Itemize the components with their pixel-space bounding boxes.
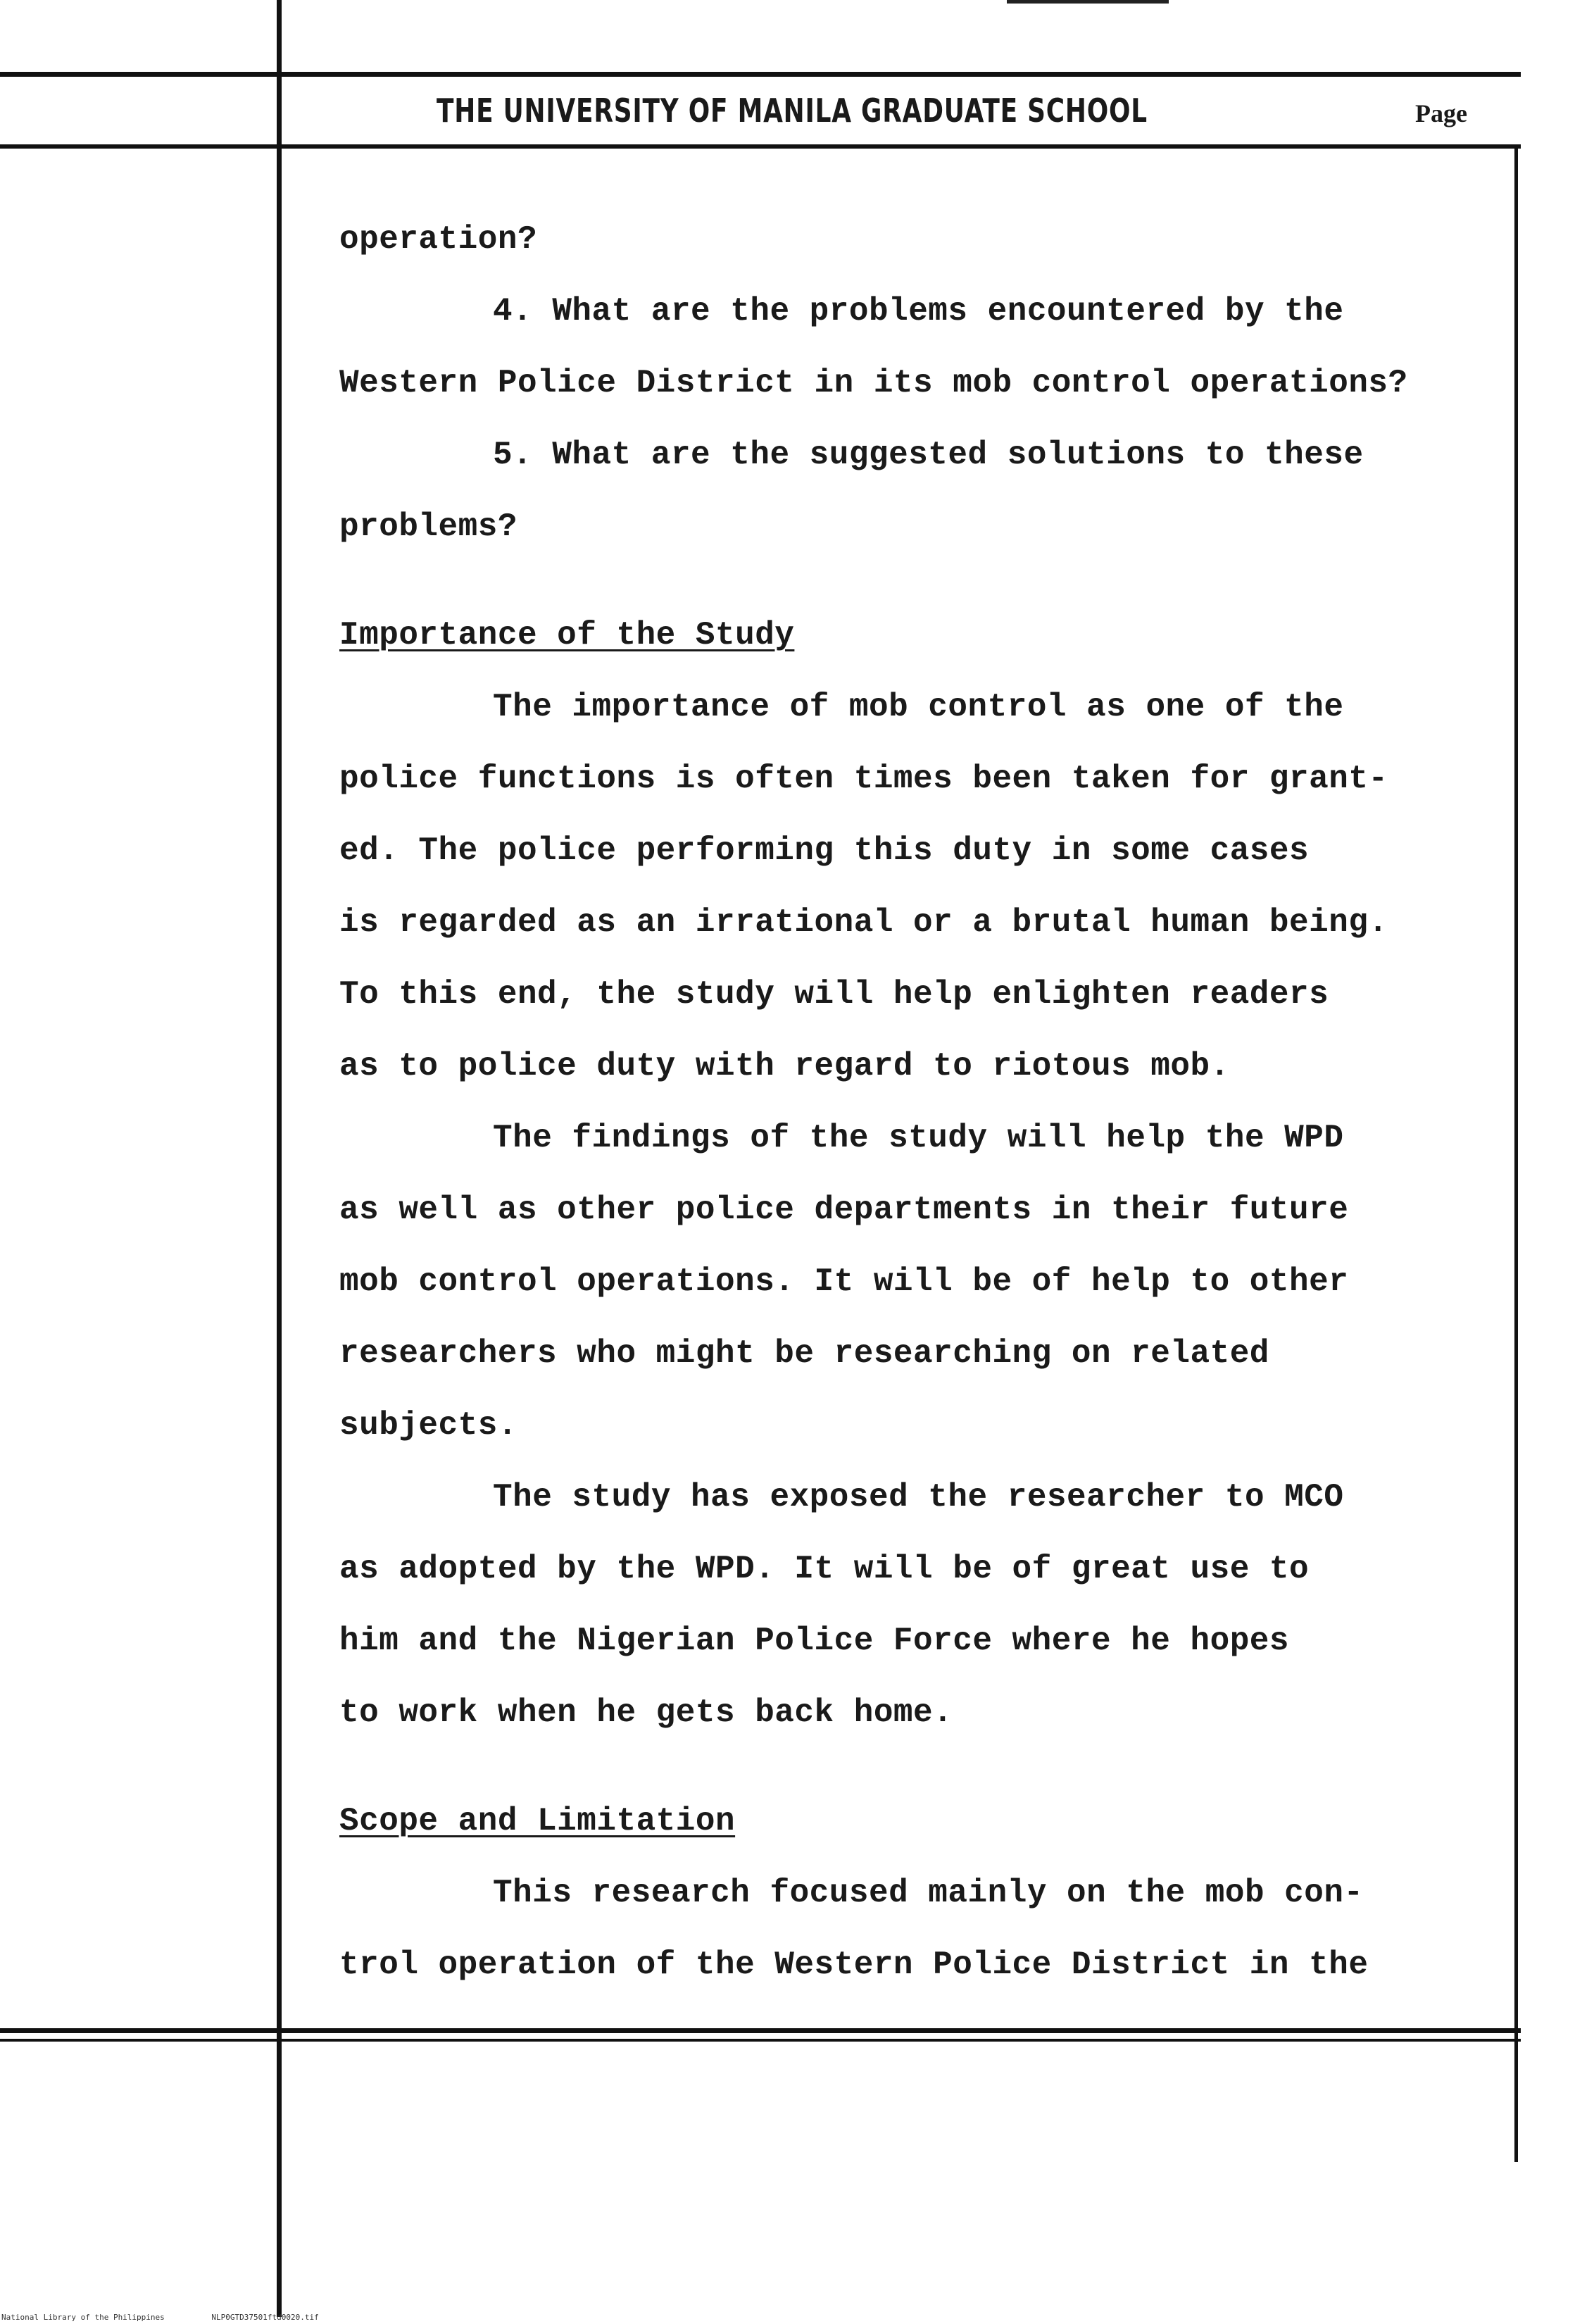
paragraph-line: To this end, the study will help enlighten readers (339, 976, 1329, 1013)
footer-rule-top (0, 2028, 1521, 2033)
header-rule-bottom (0, 144, 1521, 149)
paragraph-line: police functions is often times been taken for grant- (339, 761, 1388, 797)
text-line: operation? (339, 221, 538, 258)
paragraph-line: researchers who might be researching on related (339, 1335, 1269, 1372)
section-heading-scope: Scope and Limitation (339, 1803, 736, 1839)
question-4-line: 4. What are the problems encountered by the (493, 293, 1344, 330)
left-margin-rule (277, 0, 282, 2317)
text-line: Western Police District in its mob control operations? (339, 365, 1408, 401)
paragraph-line: trol operation of the Western Police District in the (339, 1947, 1369, 1983)
paragraph-line: mob control operations. It will be of help to other (339, 1263, 1349, 1300)
footer-file: NLP0GTD37501ftd0020.tif (211, 2313, 319, 2322)
footer-rule-bottom (0, 2039, 1521, 2042)
paragraph-line: This research focused mainly on the mob con- (493, 1875, 1364, 1911)
paragraph-line: The findings of the study will help the WPD (493, 1120, 1344, 1156)
paragraph-line: ed. The police performing this duty in some cases (339, 832, 1310, 869)
section-heading-importance: Importance of the Study (339, 617, 795, 654)
paragraph-line: as adopted by the WPD. It will be of great use to (339, 1551, 1310, 1587)
paragraph-line: The study has exposed the researcher to MCO (493, 1479, 1344, 1516)
header-rule-top (0, 72, 1521, 77)
paragraph-line: him and the Nigerian Police Force where he hopes (339, 1623, 1290, 1659)
paragraph-line: is regarded as an irrational or a brutal human being. (339, 904, 1388, 941)
paragraph-line: The importance of mob control as one of the (493, 689, 1344, 725)
paragraph-line: to work when he gets back home. (339, 1694, 953, 1731)
paragraph-line: as well as other police departments in their future (339, 1192, 1349, 1228)
body-text (339, 218, 1494, 2016)
page-label: Page (1415, 99, 1467, 127)
footer-library: National Library of the Philippines (1, 2313, 165, 2322)
scan-footer (1, 2313, 319, 2322)
school-title: THE UNIVERSITY OF MANILA GRADUATE SCHOOL (437, 92, 1148, 130)
paragraph-line: subjects. (339, 1407, 517, 1444)
question-5-line: 5. What are the suggested solutions to these (493, 437, 1364, 473)
right-margin-rule (1514, 148, 1518, 2162)
top-mark (1007, 0, 1169, 4)
text-line: problems? (339, 508, 517, 545)
paragraph-line: as to police duty with regard to riotous mob. (339, 1048, 1230, 1085)
